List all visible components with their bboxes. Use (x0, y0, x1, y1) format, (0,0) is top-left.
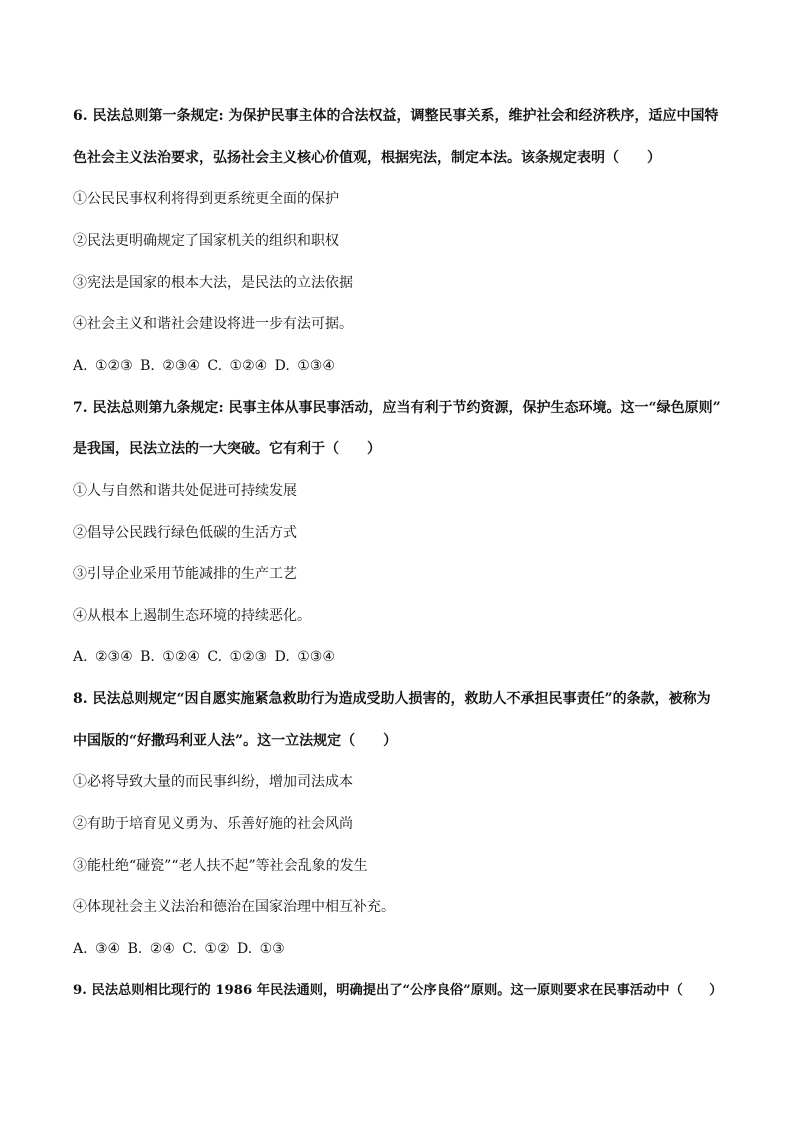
question-6-option-4: ④社会主义和谐社会建设将进一步有法可据。 (73, 316, 353, 332)
question-7-option-4: ④从根本上遏制生态环境的持续恶化。 (73, 608, 311, 624)
question-6-choices: A. ①②③ B. ②③④ C. ①②④ D. ①③④ (73, 358, 335, 374)
question-8-choices: A. ③④ B. ②④ C. ①② D. ①③ (73, 941, 285, 957)
question-8-option-2: ②有助于培育见义勇为、乐善好施的社会风尚 (73, 816, 353, 832)
question-7-option-3: ③引导企业采用节能减排的生产工艺 (73, 566, 297, 582)
question-6-option-3: ③宪法是国家的根本大法，是民法的立法依据 (73, 275, 353, 291)
question-8-stem-line-2: 中国版的“好撒玛利亚人法”。这一立法规定（ ） (73, 733, 398, 749)
question-6-stem-line-2: 色社会主义法治要求，弘扬社会主义核心价值观，根据宪法，制定本法。该条规定表明（ ） (73, 150, 661, 166)
question-7-stem-line-1: 7. 民法总则第九条规定: 民事主体从事民事活动，应当有利于节约资源，保护生态环境。这一“绿色原则” (73, 400, 721, 416)
question-6-option-1: ①公民民事权利将得到更系统更全面的保护 (73, 191, 339, 207)
question-8-option-1: ①必将导致大量的而民事纠纷，增加司法成本 (73, 774, 353, 790)
question-7-option-2: ②倡导公民践行绿色低碳的生活方式 (73, 525, 297, 541)
question-7-stem-line-2: 是我国，民法立法的一大突破。它有利于（ ） (73, 441, 381, 457)
question-7-option-1: ①人与自然和谐共处促进可持续发展 (73, 483, 297, 499)
question-8-option-3: ③能杜绝“碰瓷”“老人扶不起”等社会乱象的发生 (73, 858, 368, 874)
question-7-choices: A. ②③④ B. ①②④ C. ①②③ D. ①③④ (73, 649, 335, 665)
question-9-stem-line-1: 9. 民法总则相比现行的 1986 年民法通则，明确提出了“公序良俗”原则。这一原则要求在民事活动中（ ） (73, 983, 723, 998)
question-6-stem-line-1: 6. 民法总则第一条规定: 为保护民事主体的合法权益，调整民事关系，维护社会和经济秩序，适应中国特 (73, 108, 719, 124)
question-8-option-4: ④体现社会主义法治和德治在国家治理中相互补充。 (73, 899, 395, 915)
question-8-stem-line-1: 8. 民法总则规定“因自愿实施紧急救助行为造成受助人损害的，救助人不承担民事责任”的条款，被称为 (73, 691, 711, 707)
question-6-option-2: ②民法更明确规定了国家机关的组织和职权 (73, 233, 339, 249)
